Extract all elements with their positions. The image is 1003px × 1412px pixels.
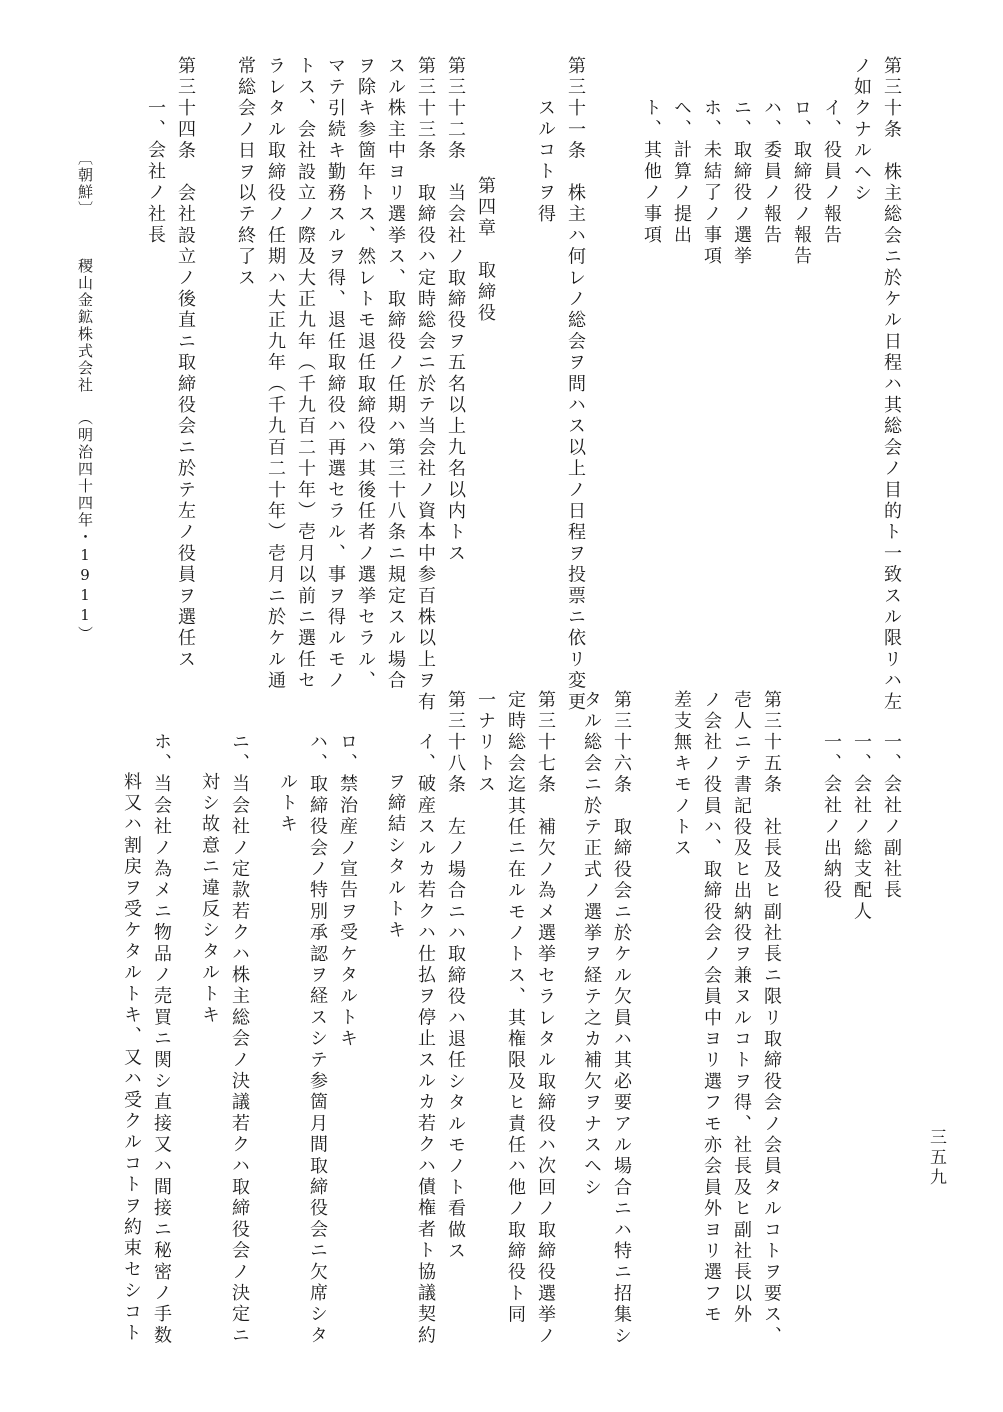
lower-col-13: 第三十八条 左ノ場合ニハ取締役ハ退任シタルモノト看做ス [445, 690, 466, 1263]
lower-col-17: ハ、取締役会ノ特別承認ヲ経スシテ参箇月間取締役会ニ欠席シタ [307, 732, 328, 1347]
lower-col-7: 差支無キモノトス [671, 690, 692, 860]
lower-col-19: ニ、当会社ノ定款若クハ株主総会ノ決議若クハ取締役会ノ決定ニ [229, 732, 250, 1347]
upper-col-21: 第三十四条 会社設立ノ後直ニ取締役会ニ於テ左ノ役員ヲ選任ス [175, 56, 196, 671]
footer-company: 稷山金鉱株式会社 [76, 258, 94, 394]
upper-col-3: イ、役員ノ報告 [821, 98, 842, 247]
footer-date: （明治四十四年・1911） [76, 410, 94, 643]
chapter-heading: 第四章 取締役 [475, 176, 496, 325]
upper-col-14: 第三十三条 取締役ハ定時総会ニ於テ当会社ノ資本中参百株以上ヲ有 [415, 56, 436, 714]
upper-col-19: ラレタル取締役ノ任期ハ大正九年（千九百二十年）壱月ニ於ケル通 [265, 56, 286, 692]
lower-col-1: 一、会社ノ副社長 [881, 732, 902, 902]
upper-col-13: 第三十二条 当会社ノ取締役ヲ五名以上九名以内トス [445, 56, 466, 565]
lower-col-11: 定時総会迄其任ニ在ルモノトス、其権限及ヒ責任ハ他ノ取締役ト同 [505, 690, 526, 1326]
page-number: 三五九 [926, 1128, 946, 1188]
upper-col-20: 常総会ノ日ヲ以テ終了ス [235, 56, 256, 290]
lower-col-4: 第三十五条 社長及ヒ副社長ニ限リ取締役会ノ会員タルコトヲ要ス、 [761, 690, 782, 1348]
lower-col-15: ヲ締結シタルトキ [385, 772, 406, 942]
lower-col-21: ホ、当会社ノ為メニ物品ノ売買ニ関シ直接又ハ間接ニ秘密ノ手数 [151, 732, 172, 1347]
upper-col-16: ヲ除キ参箇年トス、然レトモ退任取締役ハ其後任者ノ選挙セラル、 [355, 56, 376, 692]
lower-col-16: ロ、禁治産ノ宣告ヲ受ケタルトキ [337, 732, 358, 1050]
lower-col-6: ノ会社ノ役員ハ、取締役会ノ会員中ヨリ選フモ亦会員外ヨリ選フモ [701, 690, 722, 1326]
upper-col-8: ヘ、計算ノ提出 [671, 98, 692, 247]
upper-col-22: 一、会社ノ社長 [145, 98, 166, 247]
upper-col-15: スル株主中ヨリ選挙ス、取締役ノ任期ハ第三十八条ニ規定スル場合 [385, 56, 406, 692]
upper-col-11: スルコトヲ得 [535, 98, 556, 226]
footer-region: 〔朝鮮〕 [76, 150, 94, 218]
upper-col-5: ハ、委員ノ報告 [761, 98, 782, 247]
upper-col-4: ロ、取締役ノ報告 [791, 98, 812, 268]
upper-col-1: 第三十条 株主総会ニ於ケル日程ハ其総会ノ目的ト一致スル限リハ左 [881, 56, 902, 714]
lower-col-12: 一ナリトス [475, 690, 496, 796]
upper-col-10: 第三十一条 株主ハ何レノ総会ヲ問ハス以上ノ日程ヲ投票ニ依リ変更 [565, 56, 586, 714]
lower-col-3: 一、会社ノ出納役 [821, 732, 842, 902]
lower-col-2: 一、会社ノ総支配人 [851, 732, 872, 923]
lower-col-20: 対シ故意ニ違反シタルトキ [199, 772, 220, 1027]
upper-col-7: ホ、未結了ノ事項 [701, 98, 722, 268]
upper-col-2: ノ如クナルヘシ [851, 56, 872, 205]
upper-col-18: トス、会社設立ノ際及大正九年（千九百二十年）壱月以前ニ選任セ [295, 56, 316, 692]
lower-col-9: タル総会ニ於テ正式ノ選挙ヲ経テ之カ補欠ヲナスヘシ [581, 690, 602, 1199]
lower-col-5: 壱人ニテ書記役及ヒ出納役ヲ兼ヌルコトヲ得、社長及ヒ副社長以外 [731, 690, 752, 1326]
upper-col-9: ト、其他ノ事項 [641, 98, 662, 247]
lower-col-10: 第三十七条 補欠ノ為メ選挙セラレタル取締役ハ次回ノ取締役選挙ノ [535, 690, 556, 1348]
upper-col-6: ニ、取締役ノ選挙 [731, 98, 752, 268]
lower-col-8: 第三十六条 取締役会ニ於ケル欠員ハ其必要アル場合ニハ特ニ招集シ [611, 690, 632, 1348]
lower-col-22: 料又ハ割戻ヲ受ケタルトキ、又ハ受クルコトヲ約束セシコト [121, 772, 142, 1345]
upper-col-17: マテ引続キ勤務スルヲ得、退任取締役ハ再選セラル、事ヲ得ルモノ [325, 56, 346, 692]
lower-col-18: ルトキ [277, 772, 298, 836]
lower-col-14: イ、破産スルカ若クハ仕払ヲ停止スルカ若クハ債権者ト協議契約 [415, 732, 436, 1347]
